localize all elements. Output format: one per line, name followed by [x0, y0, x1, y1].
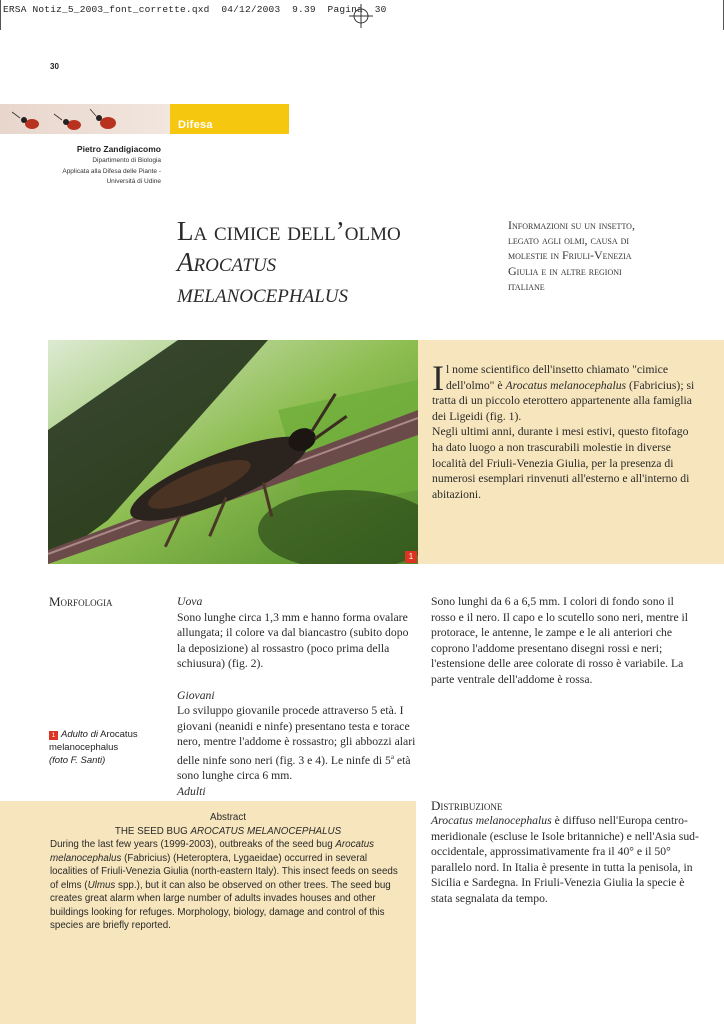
abstract-part: (Fabricius) (Heteroptera, Lygaeidae) occurred in several localities of Friuli-Venezia Giulia (north-eastern Italy). This insect feeds on seeds of elms ( — [50, 852, 398, 891]
crop-mark-left — [0, 0, 1, 30]
abstract-genus: Ulmus — [87, 879, 116, 891]
section-tag-label: Difesa — [178, 119, 213, 131]
adults-text: Sono lunghi da 6 a 6,5 mm. I colori di fondo sono il rosso e il nero. Il capo e lo scutello sono neri, mentre il protorace, le antenne, le zampe e le ali anteriori che coprono l'addome presentano disegni rossi e neri; l'estensione delle aree colorate di rosso è variabile. La parte ventrale dell'addome è rossa. — [431, 595, 689, 686]
superscript: a — [390, 752, 394, 761]
abstract-species: Arocatus melanocephalus — [50, 839, 375, 864]
abstract-part: spp.), but it can also be observed on other trees. The seed bug creates great alarm when large number of adults invades houses and other buildings looking for refuges. Morphology, biology, damage and control of this species are briefly reported. — [50, 879, 391, 931]
article-subtitle: Informazioni su un insetto, legato agli olmi, causa di molestie in Friuli-Venezia Giulia e in altre regioni italiane — [508, 218, 635, 293]
young-text-part: età sono lunghe circa 6 mm. — [177, 753, 411, 783]
caption-figure-badge: 1 — [49, 731, 58, 740]
page-number: 30 — [50, 62, 59, 71]
caption-credit: (foto F. Santi) — [49, 755, 106, 766]
caption-species: Arocatus — [100, 729, 138, 740]
printer-slug-line: ERSA Notiz_5_2003_font_corrette.qxd 04/12/2003 9.39 Pagina 30 — [3, 4, 387, 15]
affiliation-line: Applicata alla Difesa delle Piante - — [62, 167, 161, 175]
young-text — [177, 703, 416, 784]
species-name: Arocatus melanocephalus — [431, 814, 552, 827]
abstract-part: During the last few years (1999-2003), outbreaks of the seed bug — [50, 839, 336, 850]
title-line-1: La cimice dell’olmo — [177, 216, 401, 246]
intro-text-part: (Fabricius); si tratta di un piccolo eterottero appartenente alla famiglia dei Ligeidi (fig. 1). — [432, 378, 695, 423]
adults-label: Adulti — [177, 785, 206, 799]
abstract-title-species: AROCATUS MELANOCEPHALUS — [190, 825, 342, 837]
author-name: Pietro Zandigiacomo — [76, 144, 161, 154]
abstract-heading: Abstract — [210, 812, 246, 823]
registration-mark-icon — [349, 4, 373, 28]
drop-cap: I — [432, 358, 444, 398]
header-insects-icon — [0, 104, 170, 134]
affiliation-line: Dipartimento di Biologia — [92, 157, 161, 164]
abstract-text — [50, 811, 406, 933]
figure-caption — [49, 728, 169, 767]
abstract-body — [50, 838, 406, 933]
distribution-body: è diffuso nell'Europa centro-meridionale (escluse le Isole britanniche) e nell'Asia sud-occidentale, approssimativamente fra il 40° e il 50° parallelo nord. In Italia è presente in tutta la penisola, in Sicilia e Sardegna. In Friuli-Venezia Giulia la specie è stata segnalata da tempo. — [431, 814, 699, 905]
figure-number-badge: 1 — [405, 551, 417, 563]
intro-paragraph-1 — [432, 358, 698, 424]
intro-text — [432, 358, 698, 502]
morphology-heading: Morfologia — [49, 594, 113, 609]
intro-text-part: l nome scientifico dell'insetto chiamato "cimice dell'olmo" è — [446, 363, 669, 392]
eggs-label: Uova — [177, 595, 203, 608]
affiliation-line: Università di Udine — [106, 178, 161, 185]
title-line-3: melanocephalus — [177, 278, 348, 308]
seed-bug-photo-icon — [48, 340, 418, 564]
title-line-2: Arocatus — [177, 247, 277, 277]
young-text-part: Lo sviluppo giovanile procede attraverso 5 età. I giovani (neanidi e ninfe) presentano testa e torace nero, mentre l'addome è rossastro; gli abbozzi alari delle ninfe sono neri (fig. 3 e 4). Le ninfe di 5 — [177, 704, 416, 767]
header-insect-strip — [0, 104, 170, 134]
author-block — [30, 144, 161, 188]
abstract-title — [50, 825, 406, 839]
species-name: Arocatus melanocephalus — [505, 378, 627, 392]
insect-photo — [48, 340, 418, 564]
section-tag — [170, 104, 289, 134]
article-title — [177, 216, 495, 309]
caption-species: melanocephalus — [49, 742, 119, 753]
young-label: Giovani — [177, 688, 215, 702]
distribution-text — [431, 813, 699, 907]
intro-paragraph-2: Negli ultimi anni, durante i mesi estivi, questo fitofago ha dato luogo a non trascurabili molestie in diverse località del Friuli-Venezia Giulia, per la presenza di numerosi esemplari rinvenuti all'esterno e all'interno di abitazioni. — [432, 425, 690, 501]
eggs-text: Sono lunghe circa 1,3 mm e hanno forma ovalare allungata; il colore va dal biancastro (subito dopo la deposizione) al rossastro (poco prima della schiusura) (fig. 2). — [177, 610, 409, 671]
caption-label: Adulto di — [61, 729, 98, 740]
abstract-title-part: THE SEED BUG — [114, 825, 191, 837]
distribution-heading: Distribuzione — [431, 798, 503, 813]
morphology-column — [177, 594, 416, 800]
